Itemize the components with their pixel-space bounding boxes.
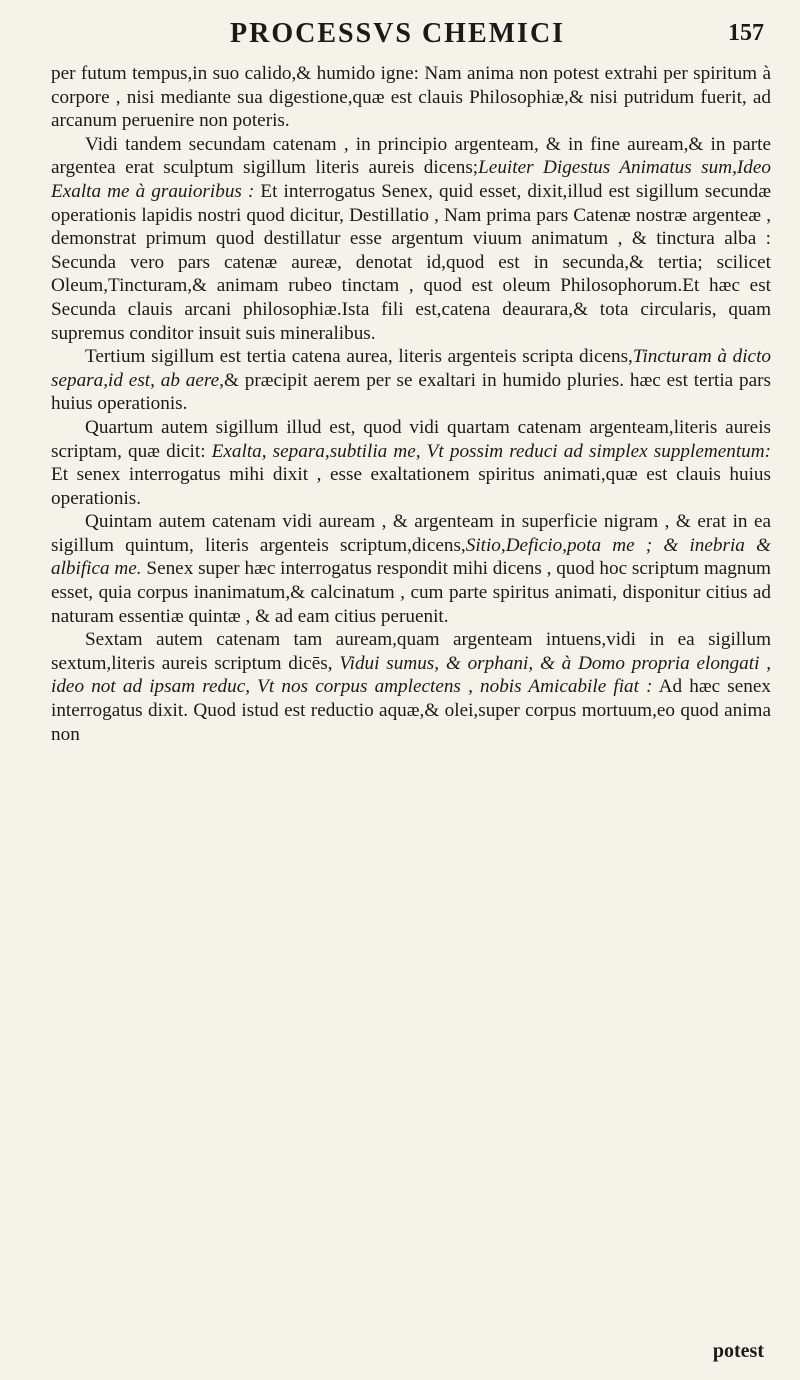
text-run: Tertium sigillum est tertia catena aurea, literis argenteis scripta dicens,	[85, 346, 633, 368]
paragraph	[51, 133, 771, 345]
text-run: Senex super hæc interrogatus respondit mihi dicens , quod hoc scriptum magnum esset, quia corpus inanimatum,& calcinatum , cum parte spiritus animati, disponitur citius ad naturam essentiæ quintæ , & ad eam citius peruenit.	[51, 558, 771, 627]
catchword: potest	[712, 1340, 764, 1362]
paragraph	[51, 62, 771, 133]
paragraph	[51, 345, 771, 416]
running-title: PROCESSVS CHEMICI	[230, 18, 566, 49]
text-run: Et interrogatus Senex, quid esset, dixit,illud est sigillum secundæ operationis lapidis nostri quod dicitur, Destillatio , Nam prima pars Catenæ nostræ argenteæ , demonstrat primum quod destillatur esse argentum viuum animatum , & tinctura alba : Secunda vero pars catenæ aureæ, denotat id,quod est in secunda,& tertia; scilicet Oleum,Tincturam,& animam rubeo tinctam , quod est oleum Philosophorum.Et hæc est Secunda clauis arcani philosophiæ.Ista fili est,catena deaurara,& tota circularis, quam supremus conditor insuit suis mineralibus.	[51, 180, 771, 344]
text-run: Vidi tandem secundam catenam , in principio argenteam, & in fine auream,& in parte argentea erat sculptum sigillum literis aureis dicens;	[51, 133, 771, 179]
paragraph	[51, 416, 771, 510]
running-head	[60, 18, 770, 58]
italic-quotation: Sitio,Deficio,pota me ; & inebria & albifica me.	[51, 534, 771, 580]
italic-quotation: Vidui sumus, & orphani, & à Domo propria elongati , ideo not ad ipsam reduc, Vt nos corpus amplectens , nobis Amicabile fiat :	[51, 652, 772, 698]
text-run: per futum tempus,in suo calido,& humido igne: Nam anima non potest extrahi per spiritum à corpore , nisi mediante sua digestione,quæ est clauis Philosophiæ,& nisi putridum fuerit, ad arcanum peruenire non poteris.	[51, 63, 771, 132]
text-run: Quintam autem catenam vidi auream , & argenteam in superficie nigram , & erat in ea sigillum quintum, literis argenteis scriptum,dicens,	[51, 511, 771, 556]
paragraph	[51, 510, 771, 628]
paragraph	[51, 628, 771, 746]
text-run: Et senex interrogatus mihi dixit , esse exaltationem spiritus animati,quæ est clauis huius operationis.	[51, 464, 771, 509]
text-run: Sextam autem catenam tam auream,quam argenteam intuens,vidi in ea sigillum sextum,literis aureis scriptum dicēs,	[51, 629, 771, 674]
text-run: Quartum autem sigillum illud est, quod vidi quartam catenam argenteam,literis aureis scriptam, quæ dicit:	[51, 416, 771, 462]
text-run: Ad hæc senex interrogatus dixit. Quod istud est reductio aquæ,& olei,super corpus mortuum,eo quod anima non	[51, 676, 771, 745]
body-text	[51, 62, 771, 746]
italic-quotation: Leuiter Digestus Animatus sum,Ideo Exalta me à grauioribus :	[51, 157, 771, 202]
italic-quotation: Tincturam à dicto separa,id est, ab aere,	[51, 346, 771, 391]
italic-quotation: Exalta, separa,subtilia me, Vt possim reduci ad simplex supplementum:	[211, 440, 771, 462]
text-run: & præcipit aerem per se exaltari in humido pluries. hæc est tertia pars huius operationis.	[51, 369, 772, 415]
page-number: 157	[728, 20, 764, 46]
